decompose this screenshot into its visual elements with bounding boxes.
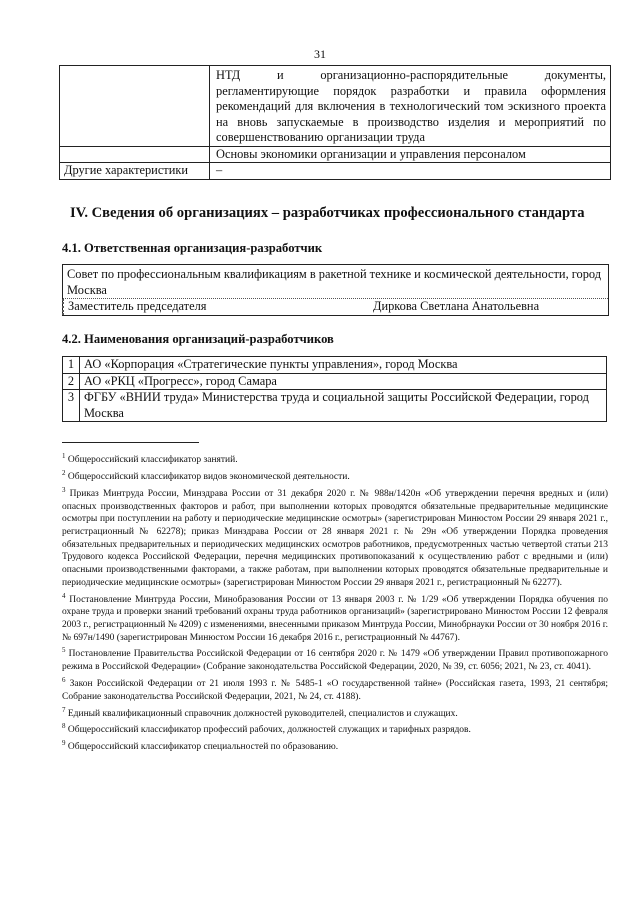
subsection-title: 4.2. Наименования организаций-разработчиков xyxy=(62,332,334,346)
signatory-row xyxy=(62,299,608,315)
footnote xyxy=(62,674,608,704)
table-cell-label: Другие характеристики xyxy=(60,163,210,180)
table-cell-text: Основы экономики организации и управления персоналом xyxy=(210,146,611,163)
table-row xyxy=(60,66,611,147)
subsection-title: 4.1. Ответственная организация-разработчик xyxy=(62,241,323,255)
organization-name: АО «Корпорация «Стратегические пункты управления», город Москва xyxy=(80,357,607,374)
footnote-text: Единый квалификационный справочник должностей руководителей, специалистов и служащих. xyxy=(67,708,458,719)
footnote-divider xyxy=(62,442,199,443)
footnote xyxy=(62,704,608,721)
table-row xyxy=(63,373,607,390)
footnote-mark: 2 xyxy=(62,468,66,477)
footnote-text: Общероссийский классификатор занятий. xyxy=(67,455,238,466)
table-cell-text: – xyxy=(210,163,611,180)
footnote-text: Приказ Минтруда России, Минздрава России от 31 декабря 2020 г. № 988н/1420н «Об утверждении перечня вредных и (или) опасных производственных факторов и работ, при выполнении которых проводятся обязательные предварительные медицинские осмотры при поступлении на работу и периодические медицинские осмотры» (зарегистрирован Минюстом России 29 января 2021 г., регистрационный № 62278); приказ Минздрава России от 28 января 2021 г. № 29н «Об утверждении Порядка проведения обязательных предварительных и периодических медицинских осмотров работников, предусмотренных частью четвертой статьи 213 Трудового кодекса Российской Федерации, перечня медицинских противопоказаний к осуществлению работ с вредными и (или) опасными производственными факторами, а также работам, при выполнении которых проводятся обязательные предварительные и периодические медицинские осмотры» (зарегистрирован Минюстом России 29 января 2021 г., регистрационный № 62277). xyxy=(62,488,608,588)
footnote-mark: 5 xyxy=(62,646,66,655)
footnote-text: Общероссийский классификатор видов экономической деятельности. xyxy=(67,472,350,483)
footnote-mark: 9 xyxy=(62,739,66,748)
page-number: 31 xyxy=(314,47,326,61)
footnote xyxy=(62,737,608,754)
developers-table xyxy=(62,356,607,422)
footnote-text: Общероссийский классификатор специальностей по образованию. xyxy=(67,742,339,753)
footnote-text: Общероссийский классификатор профессий рабочих, должностей служащих и тарифных разрядов. xyxy=(67,725,471,736)
footnote xyxy=(62,484,608,590)
section-title: IV. Сведения об организациях – разработчиках профессионального стандарта xyxy=(70,205,585,221)
table-row xyxy=(63,357,607,374)
footnote-mark: 1 xyxy=(62,452,66,460)
footnote xyxy=(62,590,608,645)
table-cell-text: НТД и организационно-распорядительные документы, регламентирующие порядок разработки и правила оформления рекомендаций для включения в технологический том эскизного проекта на вновь запускаемые в производство изделия и мероприятий по совершенствованию организации труда xyxy=(210,66,611,147)
responsible-organization-box xyxy=(62,264,609,316)
footnote xyxy=(62,450,608,467)
footnote-mark: 6 xyxy=(62,676,66,685)
footnote-mark: 3 xyxy=(62,485,66,494)
footnote-mark: 8 xyxy=(62,722,66,731)
organization-name: Совет по профессиональным квалификациям в ракетной технике и космической деятельности, город Москва xyxy=(63,265,608,299)
footnote-text: Закон Российской Федерации от 21 июля 1993 г. № 5485-1 «О государственной тайне» (Российская газета, 1993, 21 сентября; Собрание законодательства Российской Федерации, 2021, № 24, ст. 4188). xyxy=(62,679,608,702)
table-row xyxy=(60,163,611,180)
table-row xyxy=(60,146,611,163)
footnotes xyxy=(62,450,608,754)
row-number: 1 xyxy=(63,357,80,374)
table-cell-label xyxy=(60,66,210,147)
signatory-name: Диркова Светлана Анатольевна xyxy=(373,299,540,313)
knowledge-table xyxy=(59,65,611,180)
table-row xyxy=(63,390,607,422)
footnote xyxy=(62,467,608,484)
table-cell-label xyxy=(60,146,210,163)
row-number: 2 xyxy=(63,373,80,390)
row-number: 3 xyxy=(63,390,80,422)
signatory-role: Заместитель председателя xyxy=(68,299,207,313)
footnote xyxy=(62,644,608,674)
footnote-mark: 7 xyxy=(62,705,66,714)
footnote xyxy=(62,720,608,737)
footnote-mark: 4 xyxy=(62,591,66,600)
organization-name: АО «РКЦ «Прогресс», город Самара xyxy=(80,373,607,390)
footnote-text: Постановление Минтруда России, Минобразования России от 13 января 2003 г. № 1/29 «Об утверждении Порядка обучения по охране труда и проверки знаний требований охраны труда работников организаций» (зарегистрировано Минюстом России 12 февраля 2003 г., регистрационный № 4209) с изменениями, внесенными приказом Минтруда России, Минобрнауки России от 30 ноября 2016 г. № 697н/1490 (зарегистрирован Минюстом России 16 декабря 2016 г., регистрационный № 44767). xyxy=(62,594,608,643)
footnote-text: Постановление Правительства Российской Федерации от 16 сентября 2020 г. № 1479 «Об утверждении Правил противопожарного режима в Российской Федерации» (Собрание законодательства Российской Федерации, 2020, № 39, ст. 6056; 2021, № 23, ст. 4041). xyxy=(62,649,609,673)
organization-name: ФГБУ «ВНИИ труда» Министерства труда и социальной защиты Российской Федерации, город Москва xyxy=(80,390,607,422)
